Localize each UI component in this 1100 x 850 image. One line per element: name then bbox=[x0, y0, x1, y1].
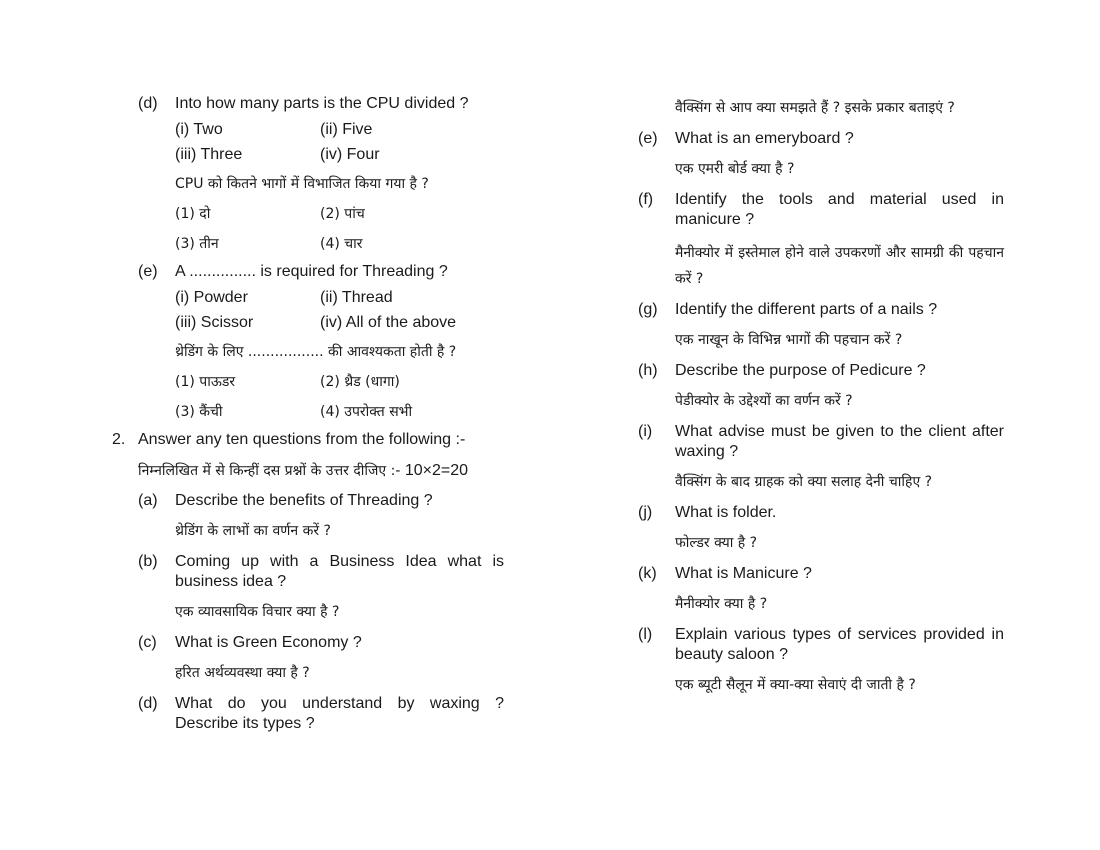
hindi-question-text: CPU को कितने भागों में विभाजित किया गया है ? bbox=[175, 176, 429, 192]
question-d-cpu bbox=[112, 94, 504, 114]
question-2g bbox=[636, 300, 1004, 320]
section-2-hindi-heading bbox=[112, 461, 504, 481]
question-label: (d) bbox=[138, 695, 158, 712]
option: (ii) Thread bbox=[320, 289, 393, 306]
question-2d bbox=[112, 694, 504, 734]
option: (ii) Five bbox=[320, 121, 373, 138]
section-marks: 10×2=20 bbox=[404, 462, 469, 479]
question-2k bbox=[636, 564, 1004, 584]
option: (iii) Three bbox=[175, 146, 243, 163]
question-2j bbox=[636, 503, 1004, 523]
hindi-question-text: मैनीक्योर में इस्तेमाल होने वाले उपकरणों और सामग्री की पहचान करें ? bbox=[675, 245, 1004, 287]
question-2c bbox=[112, 633, 504, 653]
hindi-options-list bbox=[112, 372, 504, 422]
question-text: Into how many parts is the CPU divided ? bbox=[175, 95, 469, 112]
question-label: (c) bbox=[138, 634, 157, 651]
section-number: 2. bbox=[112, 431, 126, 448]
question-label: (k) bbox=[638, 565, 657, 582]
hindi-option: (2) थ्रैड (धागा) bbox=[320, 374, 400, 390]
hindi-option: (4) चार bbox=[320, 236, 363, 252]
option: (iv) Four bbox=[320, 146, 380, 163]
question-label: (a) bbox=[138, 492, 158, 509]
question-label: (g) bbox=[638, 301, 658, 318]
hindi-question-text: फोल्डर क्या है ? bbox=[675, 535, 758, 551]
option: (iii) Scissor bbox=[175, 314, 254, 331]
hindi-option: (4) उपरोक्त सभी bbox=[320, 404, 413, 420]
question-label: (e) bbox=[638, 130, 658, 147]
option: (i) Powder bbox=[175, 289, 248, 306]
question-text: What advise must be given to the client after waxing ? bbox=[675, 423, 1004, 460]
question-text: Coming up with a Business Idea what is business idea ? bbox=[175, 553, 504, 590]
question-2l bbox=[636, 625, 1004, 665]
section-2-heading bbox=[112, 430, 504, 450]
hindi-question-text: थ्रेडिंग के लाभों का वर्णन करें ? bbox=[175, 523, 331, 539]
question-2f bbox=[636, 190, 1004, 230]
question-text: Explain various types of services provided in beauty saloon ? bbox=[675, 626, 1004, 663]
question-2e bbox=[636, 129, 1004, 149]
question-label: (e) bbox=[138, 263, 158, 280]
question-text: What is Manicure ? bbox=[675, 565, 812, 582]
hindi-question-text: एक ब्यूटी सैलून में क्या-क्या सेवाएं दी जाती है ? bbox=[675, 677, 916, 693]
hindi-option: (3) कैंची bbox=[175, 404, 223, 420]
hindi-option: (1) पाऊडर bbox=[175, 374, 236, 390]
right-column bbox=[636, 98, 1004, 695]
question-label: (j) bbox=[638, 504, 653, 521]
question-label: (f) bbox=[638, 191, 654, 208]
hindi-option: (2) पांच bbox=[320, 206, 365, 222]
question-text: What is Green Economy ? bbox=[175, 634, 362, 651]
hindi-options-list bbox=[112, 204, 504, 254]
question-text: What is an emeryboard ? bbox=[675, 130, 854, 147]
question-text: A ............... is required for Threading ? bbox=[175, 263, 448, 280]
question-text: Describe the purpose of Pedicure ? bbox=[675, 362, 926, 379]
question-text: Identify the different parts of a nails ? bbox=[675, 301, 938, 318]
question-label: (b) bbox=[138, 553, 158, 570]
question-text: What do you understand by waxing ? Describe its types ? bbox=[175, 695, 504, 732]
question-text: Describe the benefits of Threading ? bbox=[175, 492, 433, 509]
option: (iv) All of the above bbox=[320, 314, 457, 331]
hindi-question-text: एक नाखून के विभिन्न भागों की पहचान करें ? bbox=[675, 332, 903, 348]
question-text: Identify the tools and material used in manicure ? bbox=[675, 191, 1004, 228]
question-e-threading bbox=[112, 262, 504, 282]
hindi-question-text-2d: वैक्सिंग से आप क्या समझते हैं ? इसके प्रकार बताइएं ? bbox=[675, 100, 955, 116]
question-label: (d) bbox=[138, 95, 158, 112]
question-2i bbox=[636, 422, 1004, 462]
hindi-question-text: पेडीक्योर के उद्देश्यों का वर्णन करें ? bbox=[675, 393, 853, 409]
question-text: What is folder. bbox=[675, 504, 777, 521]
question-label: (l) bbox=[638, 626, 653, 643]
hindi-question-text: एक एमरी बोर्ड क्या है ? bbox=[675, 161, 795, 177]
hindi-question-text: वैक्सिंग के बाद ग्राहक को क्या सलाह देनी चाहिए ? bbox=[675, 474, 933, 490]
question-2h bbox=[636, 361, 1004, 381]
hindi-question-text: थ्रेडिंग के लिए ................. की आवश्यकता होती है ? bbox=[175, 344, 457, 360]
hindi-question-text: मैनीक्योर क्या है ? bbox=[675, 596, 768, 612]
hindi-question-text: हरित अर्थव्यवस्था क्या है ? bbox=[175, 665, 310, 681]
question-label: (i) bbox=[638, 423, 653, 440]
option: (i) Two bbox=[175, 121, 223, 138]
hindi-option: (3) तीन bbox=[175, 236, 219, 252]
question-label: (h) bbox=[638, 362, 658, 379]
options-list bbox=[112, 120, 504, 165]
options-list bbox=[112, 288, 504, 333]
question-2a bbox=[112, 491, 504, 511]
section-instruction: Answer any ten questions from the following :- bbox=[138, 431, 466, 448]
section-instruction-hindi: निम्नलिखित में से किन्हीं दस प्रश्नों के उत्तर दीजिए :- bbox=[138, 463, 401, 479]
hindi-option: (1) दो bbox=[175, 206, 211, 222]
question-2b bbox=[112, 552, 504, 592]
hindi-question-text: एक व्यावसायिक विचार क्या है ? bbox=[175, 604, 340, 620]
left-column bbox=[112, 94, 504, 734]
